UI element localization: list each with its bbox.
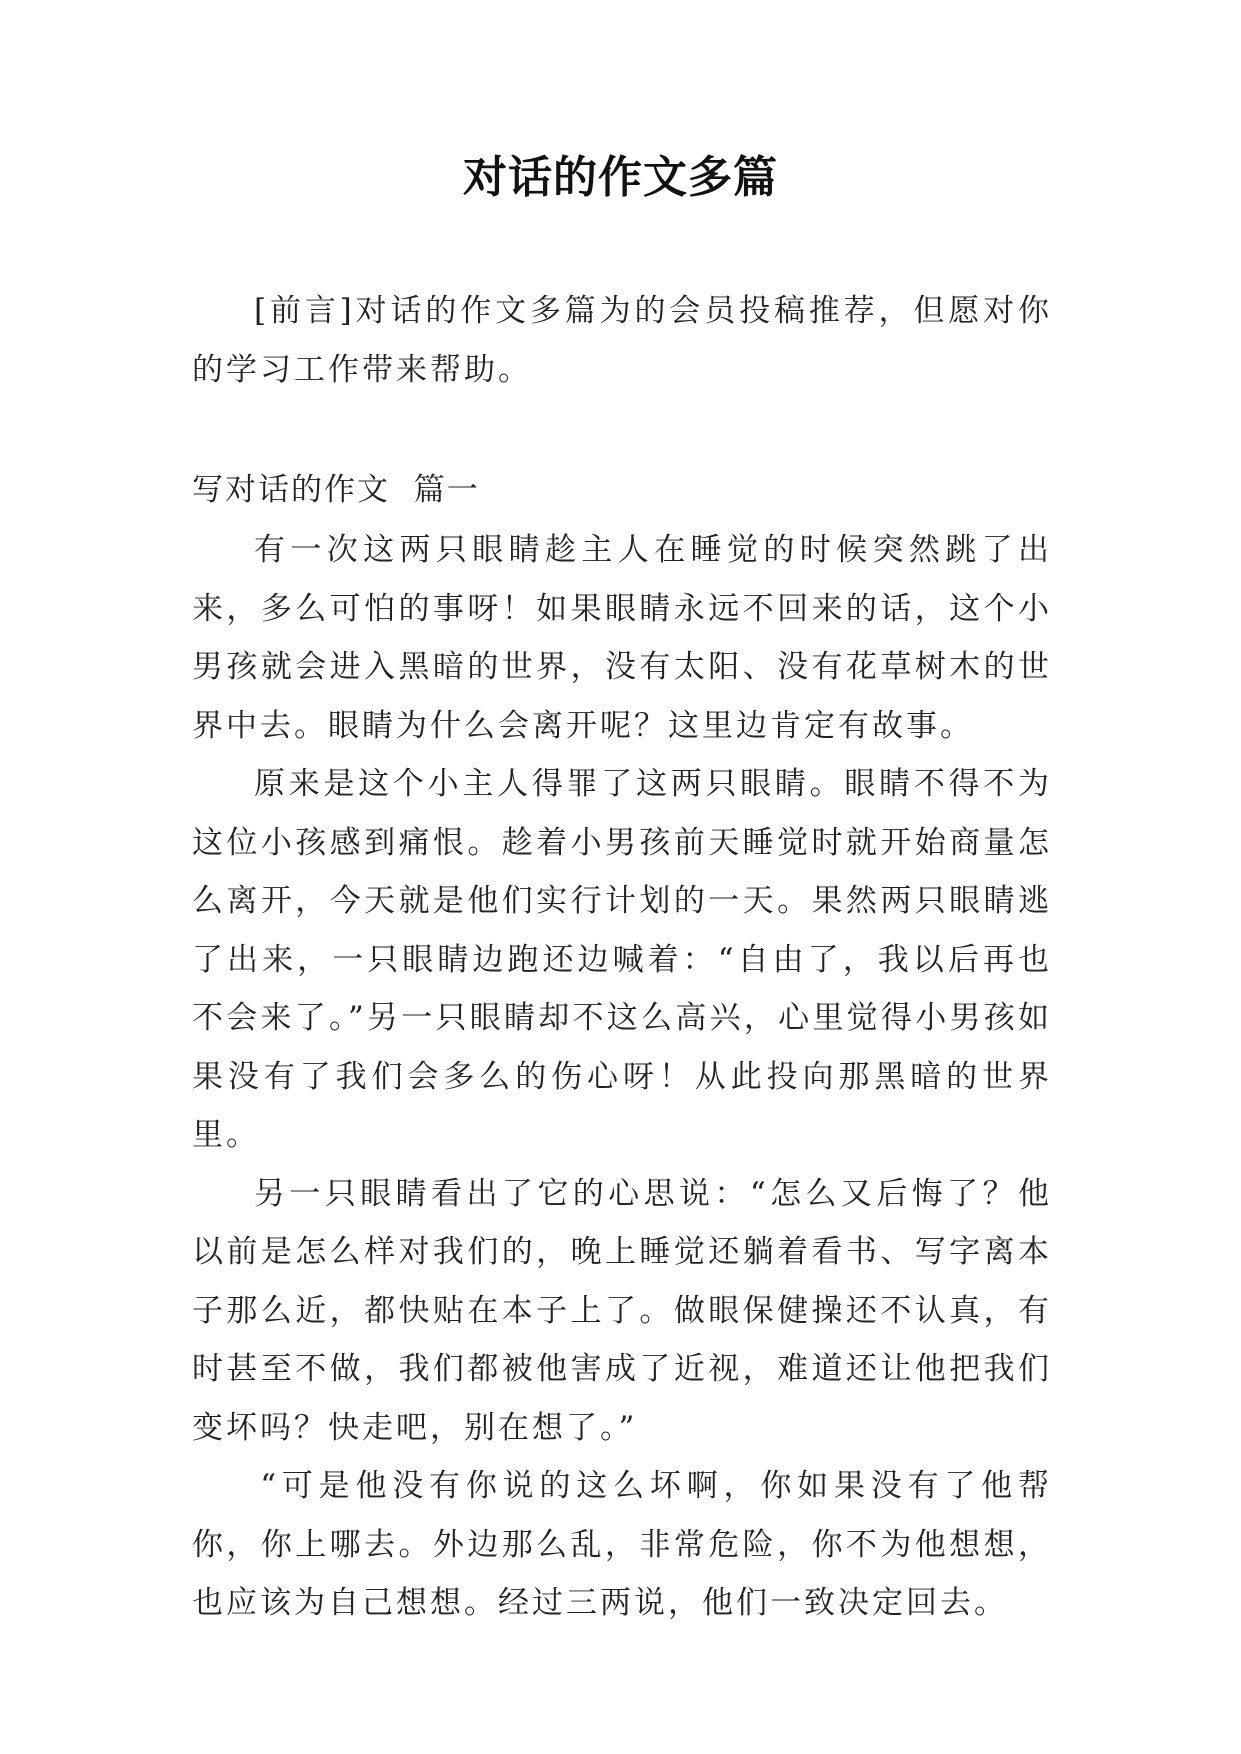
article-paragraph: 原来是这个小主人得罪了这两只眼睛。眼睛不得不为这位小孩感到痛恨。趁着小男孩前天睡觉时就开始商量怎么离开，今天就是他们实行计划的一天。果然两只眼睛逃了出来，一只眼睛边跑还边喊着：“自由了，我以后再也不会来了。”另一只眼睛却不这么高兴，心里觉得小男孩如果没有了我们会多么的伤心呀！从此投向那黑暗的世界里。 bbox=[192, 766, 1052, 1153]
article-paragraph: 另一只眼睛看出了它的心思说：“怎么又后悔了？他以前是怎么样对我们的，晚上睡觉还躺着看书、写字离本子那么近，都快贴在本子上了。做眼保健操还不认真，有时甚至不做，我们都被他害成了近视，难道还让他把我们变坏吗？快走吧，别在想了。” bbox=[192, 1175, 1052, 1446]
preface-paragraph: [前言]对话的作文多篇为的会员投稿推荐，但愿对你的学习工作带来帮助。 bbox=[192, 293, 1052, 388]
preface-block bbox=[192, 282, 1052, 399]
article-paragraph: 有一次这两只眼睛趁主人在睡觉的时候突然跳了出来，多么可怕的事呀！如果眼睛永远不回来的话，这个小男孩就会进入黑暗的世界，没有太阳、没有花草树木的世界中去。眼睛为什么会离开呢？这里边肯定有故事。 bbox=[192, 532, 1052, 744]
document-title: 对话的作文多篇 bbox=[463, 152, 778, 203]
article-paragraph: “可是他没有你说的这么坏啊，你如果没有了他帮你，你上哪去。外边那么乱，非常危险，你不为他想想，也应该为自己想想。经过三两说，他们一致决定回去。 bbox=[192, 1468, 1052, 1621]
article-body bbox=[192, 521, 1052, 1633]
section-heading: 写对话的作文 篇一 bbox=[192, 472, 480, 508]
